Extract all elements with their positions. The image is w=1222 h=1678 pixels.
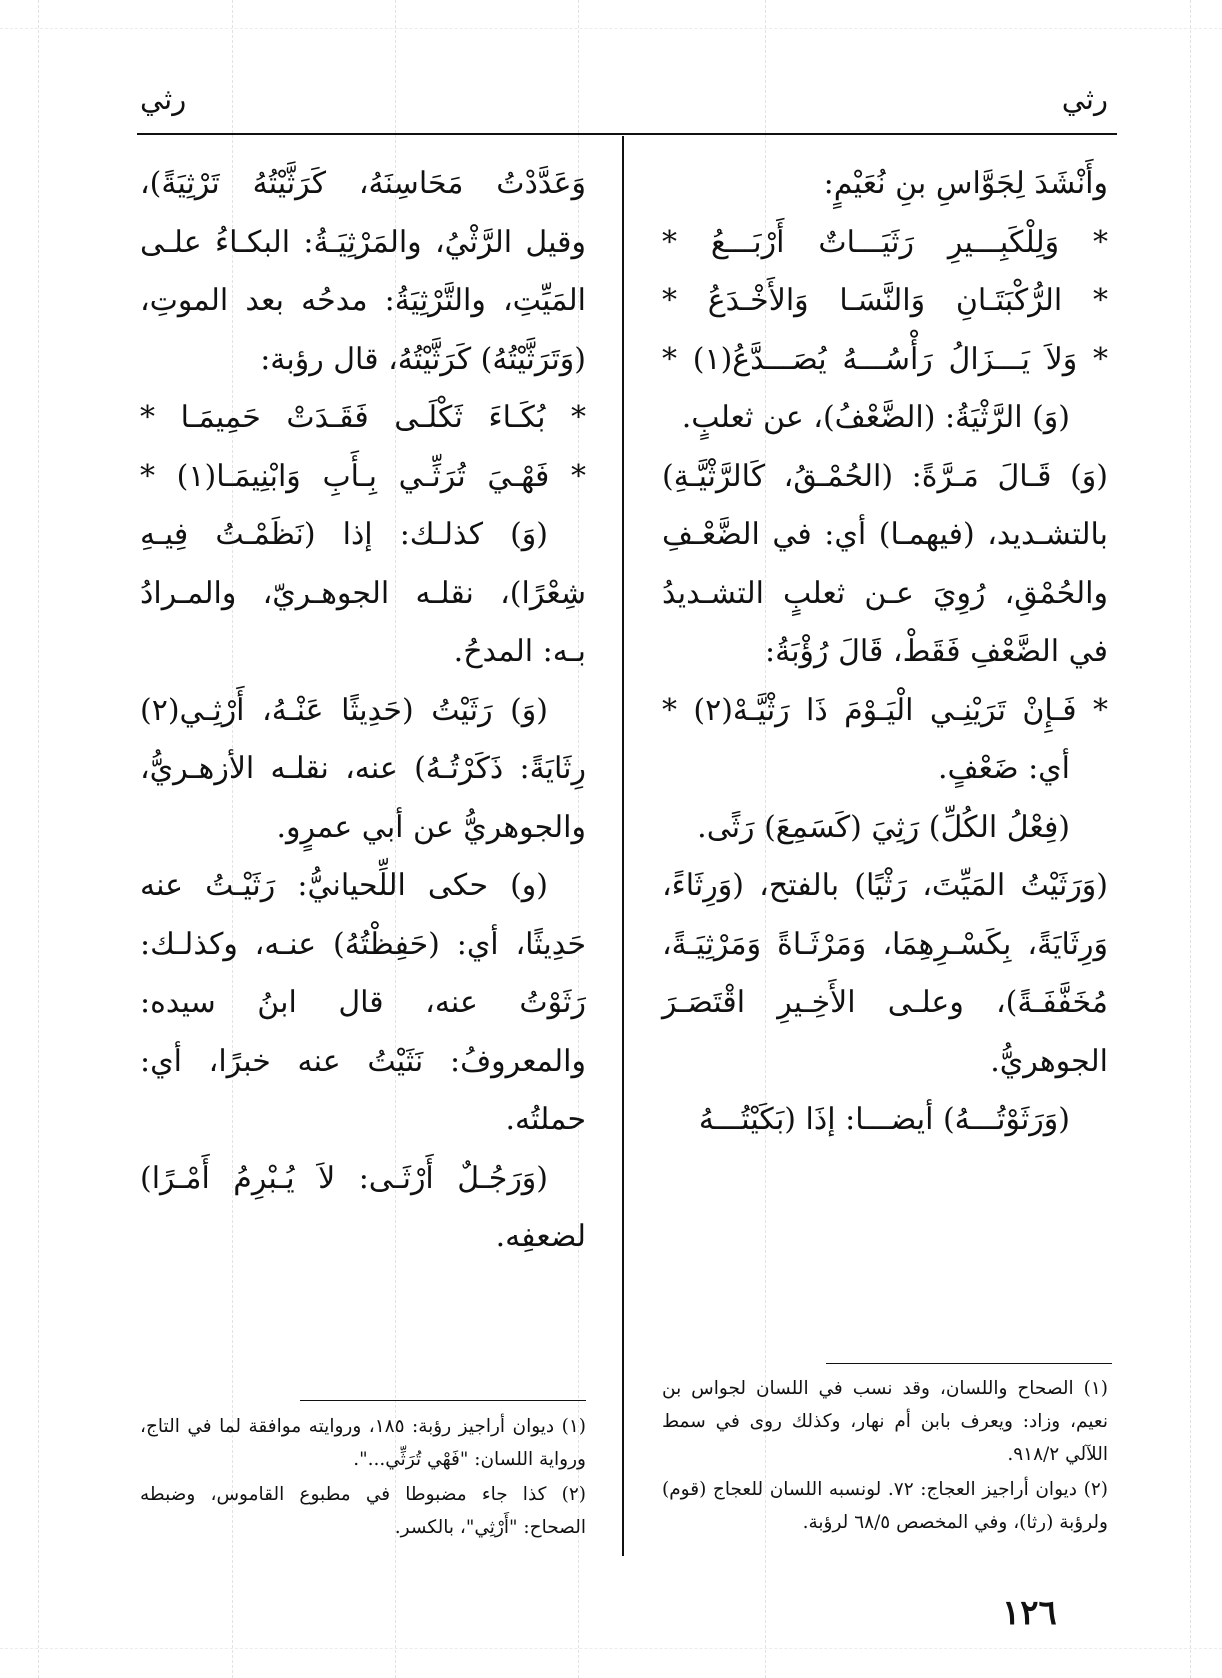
verse-line: * وَلِلْكَبِـــيرِ رَثَيَـــاتٌ أَرْبَـــعُ * — [662, 224, 1108, 260]
footnote: (١) ديوان أراجيز رؤبة: ١٨٥، وروايته موافقة لما في التاج، ورواية اللسان: "فَهْي تُرَثِّي...". — [140, 1416, 586, 1470]
paragraph: (وَرَثَيْتُ المَيِّتَ، رَثْيًا) بالفتح، (وَرِثَاءً، وَرِثَايَةً، بِكَسْـرِهِمَا، وَمَرْثَـاةً وَمَرْثِيَـةً، مُخَفَّفَـةً)، وعلـى الأَخِـيرِ اقْتَصَـرَ الجوهريُّ. — [662, 868, 1108, 1079]
paragraph: (وَ) قَـالَ مَـرَّةً: (الحُمْـقُ، كَالرَّثْيَّـةِ) بالتشـديد، (فيهمـا) أي: في الضَّعْـفِ والحُمْقِ، رُوِيَ عـن ثعلبٍ التشـديدُ في الضَّعْفِ فَقَطْ، قَالَ رُؤْبَةُ: — [662, 458, 1108, 669]
scan-guide-line — [38, 0, 39, 1678]
verse-line: * فَهْـيَ تُرَثِّـي بِـأَبِ وَابْنِيمَـا(١) * — [140, 458, 586, 494]
paragraph: (وَ) الرَّثْيَةُ: (الضَّعْفُ)، عن ثعلبٍ. — [681, 400, 1070, 435]
paragraph: أي: ضَعْفٍ. — [938, 751, 1070, 786]
paragraph: (وَ) رَثَيْتُ (حَدِيثًا عَنْـهُ، أَرْثِـي(٢) رِثَايَةً: ذَكَرْتُـهُ) عنه، نقلـه الأزهـريُّ، والجوهريُّ عن أبي عمرٍو. — [140, 692, 586, 845]
verse-line: * فَـإِنْ تَرَيْنِـي الْيَـوْمَ ذَا رَثْيَّـهْ(٢) * — [662, 692, 1108, 728]
right-footnotes — [662, 1372, 1108, 1541]
footnote: (١) الصحاح واللسان، وقد نسب في اللسان لجواس بن نعيم، وزاد: ويعرف بابن أم نهار، وكذلك روى في سمط اللآلي ٩١٨/٢. — [662, 1378, 1108, 1465]
footnote-rule — [826, 1363, 1112, 1364]
left-footnotes — [140, 1410, 586, 1546]
header-rule — [137, 133, 1117, 135]
footnote: (٢) ديوان أراجيز العجاج: ٧٢. لونسبه اللسان للعجاج (قوم) ولرؤبة (رثا)، وفي المخصص ٦٨/٥ لرؤبة. — [662, 1479, 1108, 1533]
column-divider — [622, 136, 624, 1556]
left-column — [140, 155, 586, 1267]
verse-line: * الرُّكْبَتَـانِ وَالنَّسَـا وَالأَخْـدَعُ * — [662, 283, 1108, 318]
right-column — [662, 155, 1108, 1150]
verse-line: * بُكَـاءَ ثَكْلَـى فَقَـدَتْ حَمِيمَـا * — [140, 400, 586, 435]
page-number: ١٢٦ — [1002, 1593, 1057, 1633]
paragraph: (و) حكى اللِّحيانيُّ: رَثَيْـتُ عنه حَدِيثًا، أي: (حَفِظْتُهُ) عنـه، وكذلـك: رَثَوْتُ عنه، قال ابنُ سيده: والمعروفُ: نَثَيْتُ عنه خبرًا، أي: حملتُه. — [140, 868, 586, 1137]
footnote: (٢) كذا جاء مضبوطا في مطبوع القاموس، وضبطه الصحاح: "أَرْثِي"، بالكسر. — [140, 1484, 586, 1538]
paragraph: وأَنْشَدَ لِجَوَّاسِ بنِ نُعَيْمٍ: — [823, 166, 1108, 201]
paragraph: (وَ) كذلـك: إذا (نَظَمْـتُ فِيـهِ شِعْرًا)، نقلـه الجوهـريّ، والمـرادُ بـه: المدحُ. — [140, 517, 586, 669]
paragraph: (فِعْلُ الكُلِّ) رَثِيَ (كَسَمِعَ) رَثًى. — [697, 809, 1070, 845]
verse-line: * وَلاَ يَـــزَالُ رَأْسُـــهُ يُصَـــدَّعُ(١) * — [662, 341, 1108, 377]
scan-guide-line — [0, 1648, 1222, 1649]
paragraph: (وَرَثَوْتُـــهُ) أيضـــا: إذَا (بَكَيْتُـــهُ — [698, 1102, 1070, 1137]
footnote-rule — [300, 1400, 586, 1401]
header-right-title: رثي — [1061, 82, 1108, 116]
header-left-title: رثي — [140, 82, 187, 116]
paragraph: (وَرَجُـلٌ أَرْثَـى: لاَ يُـبْرِمُ أَمْـرًا) لضعفِه. — [140, 1160, 586, 1254]
paragraph: وَعَدَّدْتُ مَحَاسِنَهُ، كَرَثَّيْتُهُ تَرْثِيَةً)، وقيل الرَّثْيُ، والمَرْثِيَـةُ: البكـاءُ علـى المَيِّتِ، والتَّرْثِيَةُ: مدحُه بعد الموتِ، (وَتَرَثَّيْتُهُ) كَرَثَّيْتُهُ، قال رؤبة: — [140, 166, 586, 377]
scan-guide-line — [0, 28, 1222, 29]
scan-guide-line — [1190, 0, 1191, 1678]
